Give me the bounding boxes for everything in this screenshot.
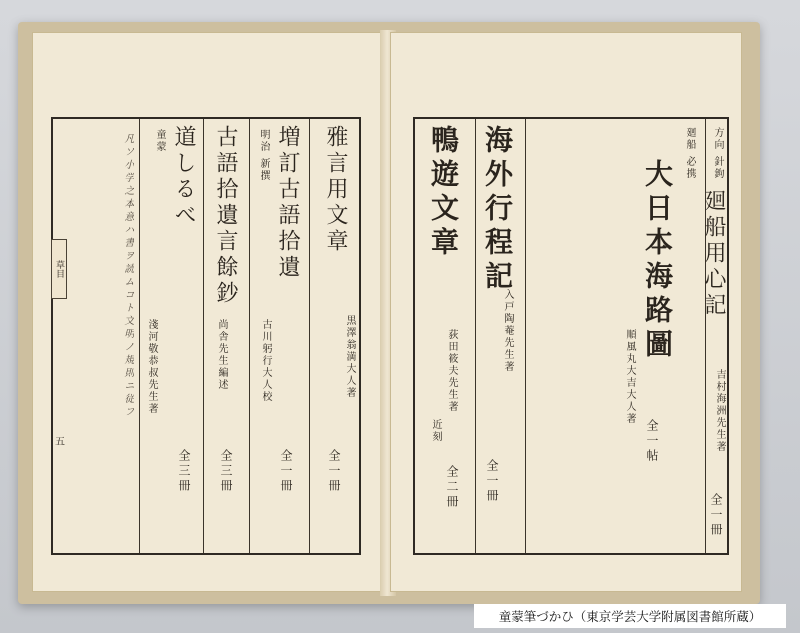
entry-title: 雅言用文章 [323,125,348,255]
column-rule [249,119,250,553]
column-rule [475,119,476,553]
entry-author: 黒澤翁満大人著 [344,315,355,399]
entry-volumes: 全三冊 [177,449,191,494]
entry-author: 順風丸大吉大人著 [624,329,635,425]
entry-subtitle: 方向 針鉤 [712,127,723,181]
entry-volumes: 全一冊 [327,449,341,494]
entry-subtitle: 童蒙 [154,129,165,153]
entry-volumes: 全三冊 [219,449,233,494]
right-page [390,32,742,592]
entry-author: 吉村海洲先生著 [714,369,725,453]
column-rule [525,119,526,553]
entry-author: 淺河敬恭叔先生著 [146,319,157,415]
entry-title: 古語拾遺言餘鈔 [213,125,238,307]
caption-label: 童蒙筆づかひ（東京学芸大学附属図書館所蔵） [474,604,786,628]
entry-title: 鴨遊文章 [427,125,460,261]
entry-author: 尚舎先生編述 [216,319,227,391]
entry-author: 入戸陶菴先生著 [502,289,513,373]
column-rule [139,119,140,553]
entry-subtitle: 明治 新撰 [258,129,269,183]
column-rule [309,119,310,553]
entry-author: 荻田筱夫先生著 [446,329,457,413]
left-panel [51,117,361,555]
entry-title: 廻船用心記 [701,189,726,319]
entry-title: 大日本海路圖 [641,159,674,363]
entry-volumes: 全一冊 [279,449,293,494]
tab-label: 草目 [51,239,67,299]
entry-author: 古川躬行大人校 [260,319,271,403]
left-page [32,32,384,592]
entry-volumes: 全一冊 [485,459,499,504]
entry-title: 増訂古語拾遺 [275,125,300,281]
entry-volumes: 全一冊 [709,493,723,538]
right-panel [413,117,729,555]
entry-title: 海外行程記 [481,125,514,295]
entry-volumes: 全二冊 [445,465,459,510]
column-rule [203,119,204,553]
entry-note: 近刻 [430,419,441,443]
entry-title: 道しるべ [171,125,196,229]
entry-volumes: 全一帖 [645,419,659,464]
open-book [18,22,760,604]
handwritten-note: 凡ソ小学之本意ハ書ヲ読ムコト文明ノ規則ニ従フ [122,133,133,419]
entry-subtitle: 廻船 必携 [684,127,695,181]
page-number: 五 [55,437,65,448]
